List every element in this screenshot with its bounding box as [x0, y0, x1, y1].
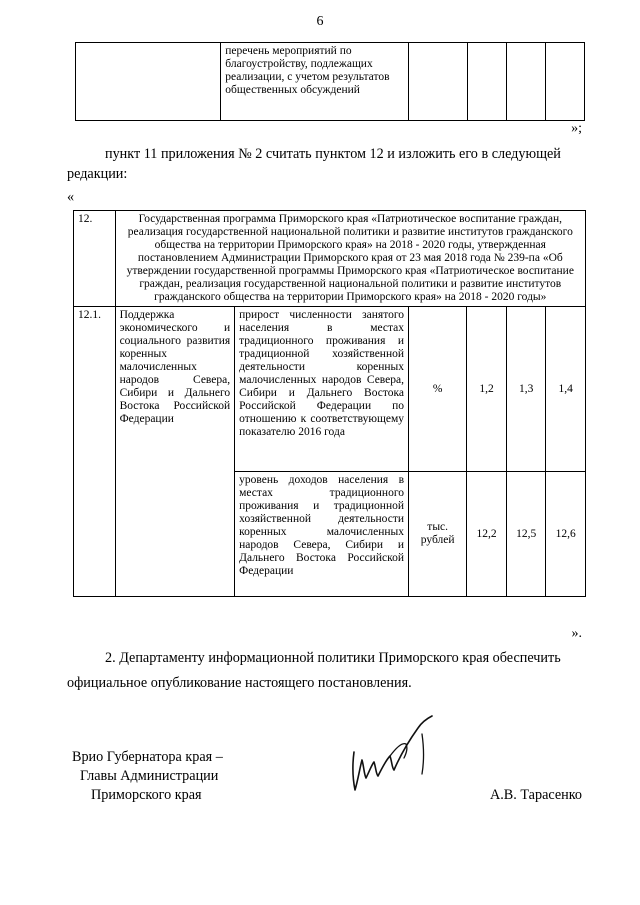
top-table-cell-text: перечень мероприятий по благоустройству, подлежащих реализации, с учетом результатов общественных обсуждений [221, 43, 408, 121]
top-table-cell-empty [506, 43, 545, 121]
indicator-value-1-2020: 1,4 [546, 307, 586, 472]
intro-line-1: пункт 11 приложения № 2 считать пунктом 12 и изложить его в следующей [105, 146, 561, 162]
subprogram-title: Поддержка экономического и социального развития коренных малочисленных народов Севера, Сибири и Дальнего Востока Российской Федерации [115, 307, 235, 597]
indicator-value-1-2019: 1,3 [506, 307, 546, 472]
indicator-unit-1: % [409, 307, 467, 472]
indicator-name-2: уровень доходов населения в местах традиционного проживания и традиционной хозяйственной деятельности коренных малочисленных народов Севера, Сибири и Дальнего Востока Российской Федерации [235, 472, 409, 597]
page-number: 6 [316, 14, 324, 29]
indicator-value-2-2018: 12,2 [467, 472, 507, 597]
intro-line-2: редакции: [67, 166, 128, 182]
signature-image [346, 712, 446, 802]
indicator-value-2-2019: 12,5 [506, 472, 546, 597]
signer-position-line-3: Приморского края [91, 787, 202, 803]
indicator-value-2-2020: 12,6 [546, 472, 586, 597]
signer-name: А.В. Тарасенко [490, 787, 582, 803]
indicator-value-1-2018: 1,2 [467, 307, 507, 472]
signer-position-line-2: Главы Администрации [80, 768, 219, 784]
signer-position-line-1: Врио Губернатора края – [72, 749, 223, 765]
top-table-cell-empty [545, 43, 584, 121]
indicator-name-1: прирост численности занятого населения в местах традиционного проживания и традиционной хозяйственной деятельности коренных малочисленных народов Севера, Сибири и Дальнего Востока Российской Федерации по отношению к соответствующему показателю 2016 года [235, 307, 409, 472]
item2-line-1: 2. Департаменту информационной политики Приморского края обеспечить [105, 650, 561, 666]
top-table-cell-empty [76, 43, 221, 121]
program-table [73, 210, 586, 597]
program-number: 12. [74, 211, 116, 307]
top-table-cell-empty [408, 43, 467, 121]
top-table [75, 42, 585, 121]
subprogram-number: 12.1. [74, 307, 116, 597]
top-table-close: »; [571, 121, 582, 136]
top-table-cell-empty [467, 43, 506, 121]
program-title: Государственная программа Приморского края «Патриотическое воспитание граждан, реализация государственной национальной политики и развитие институтов гражданского общества на территории Приморского края» на 2018 - 2020 годы, утвержденная постановлением Администрации Приморского края от 23 мая 2018 года № 239-па «Об утверждении государственной программы Приморского края «Патриотическое воспитание граждан, реализация государственной национальной политики и развитие институтов гражданского общества на территории Приморского края» на 2018 - 2020 годы» [115, 211, 585, 307]
close-quote: ». [571, 626, 582, 641]
item2-line-2: официальное опубликование настоящего постановления. [67, 675, 412, 691]
indicator-unit-2: тыс. рублей [409, 472, 467, 597]
open-quote: « [67, 189, 75, 205]
